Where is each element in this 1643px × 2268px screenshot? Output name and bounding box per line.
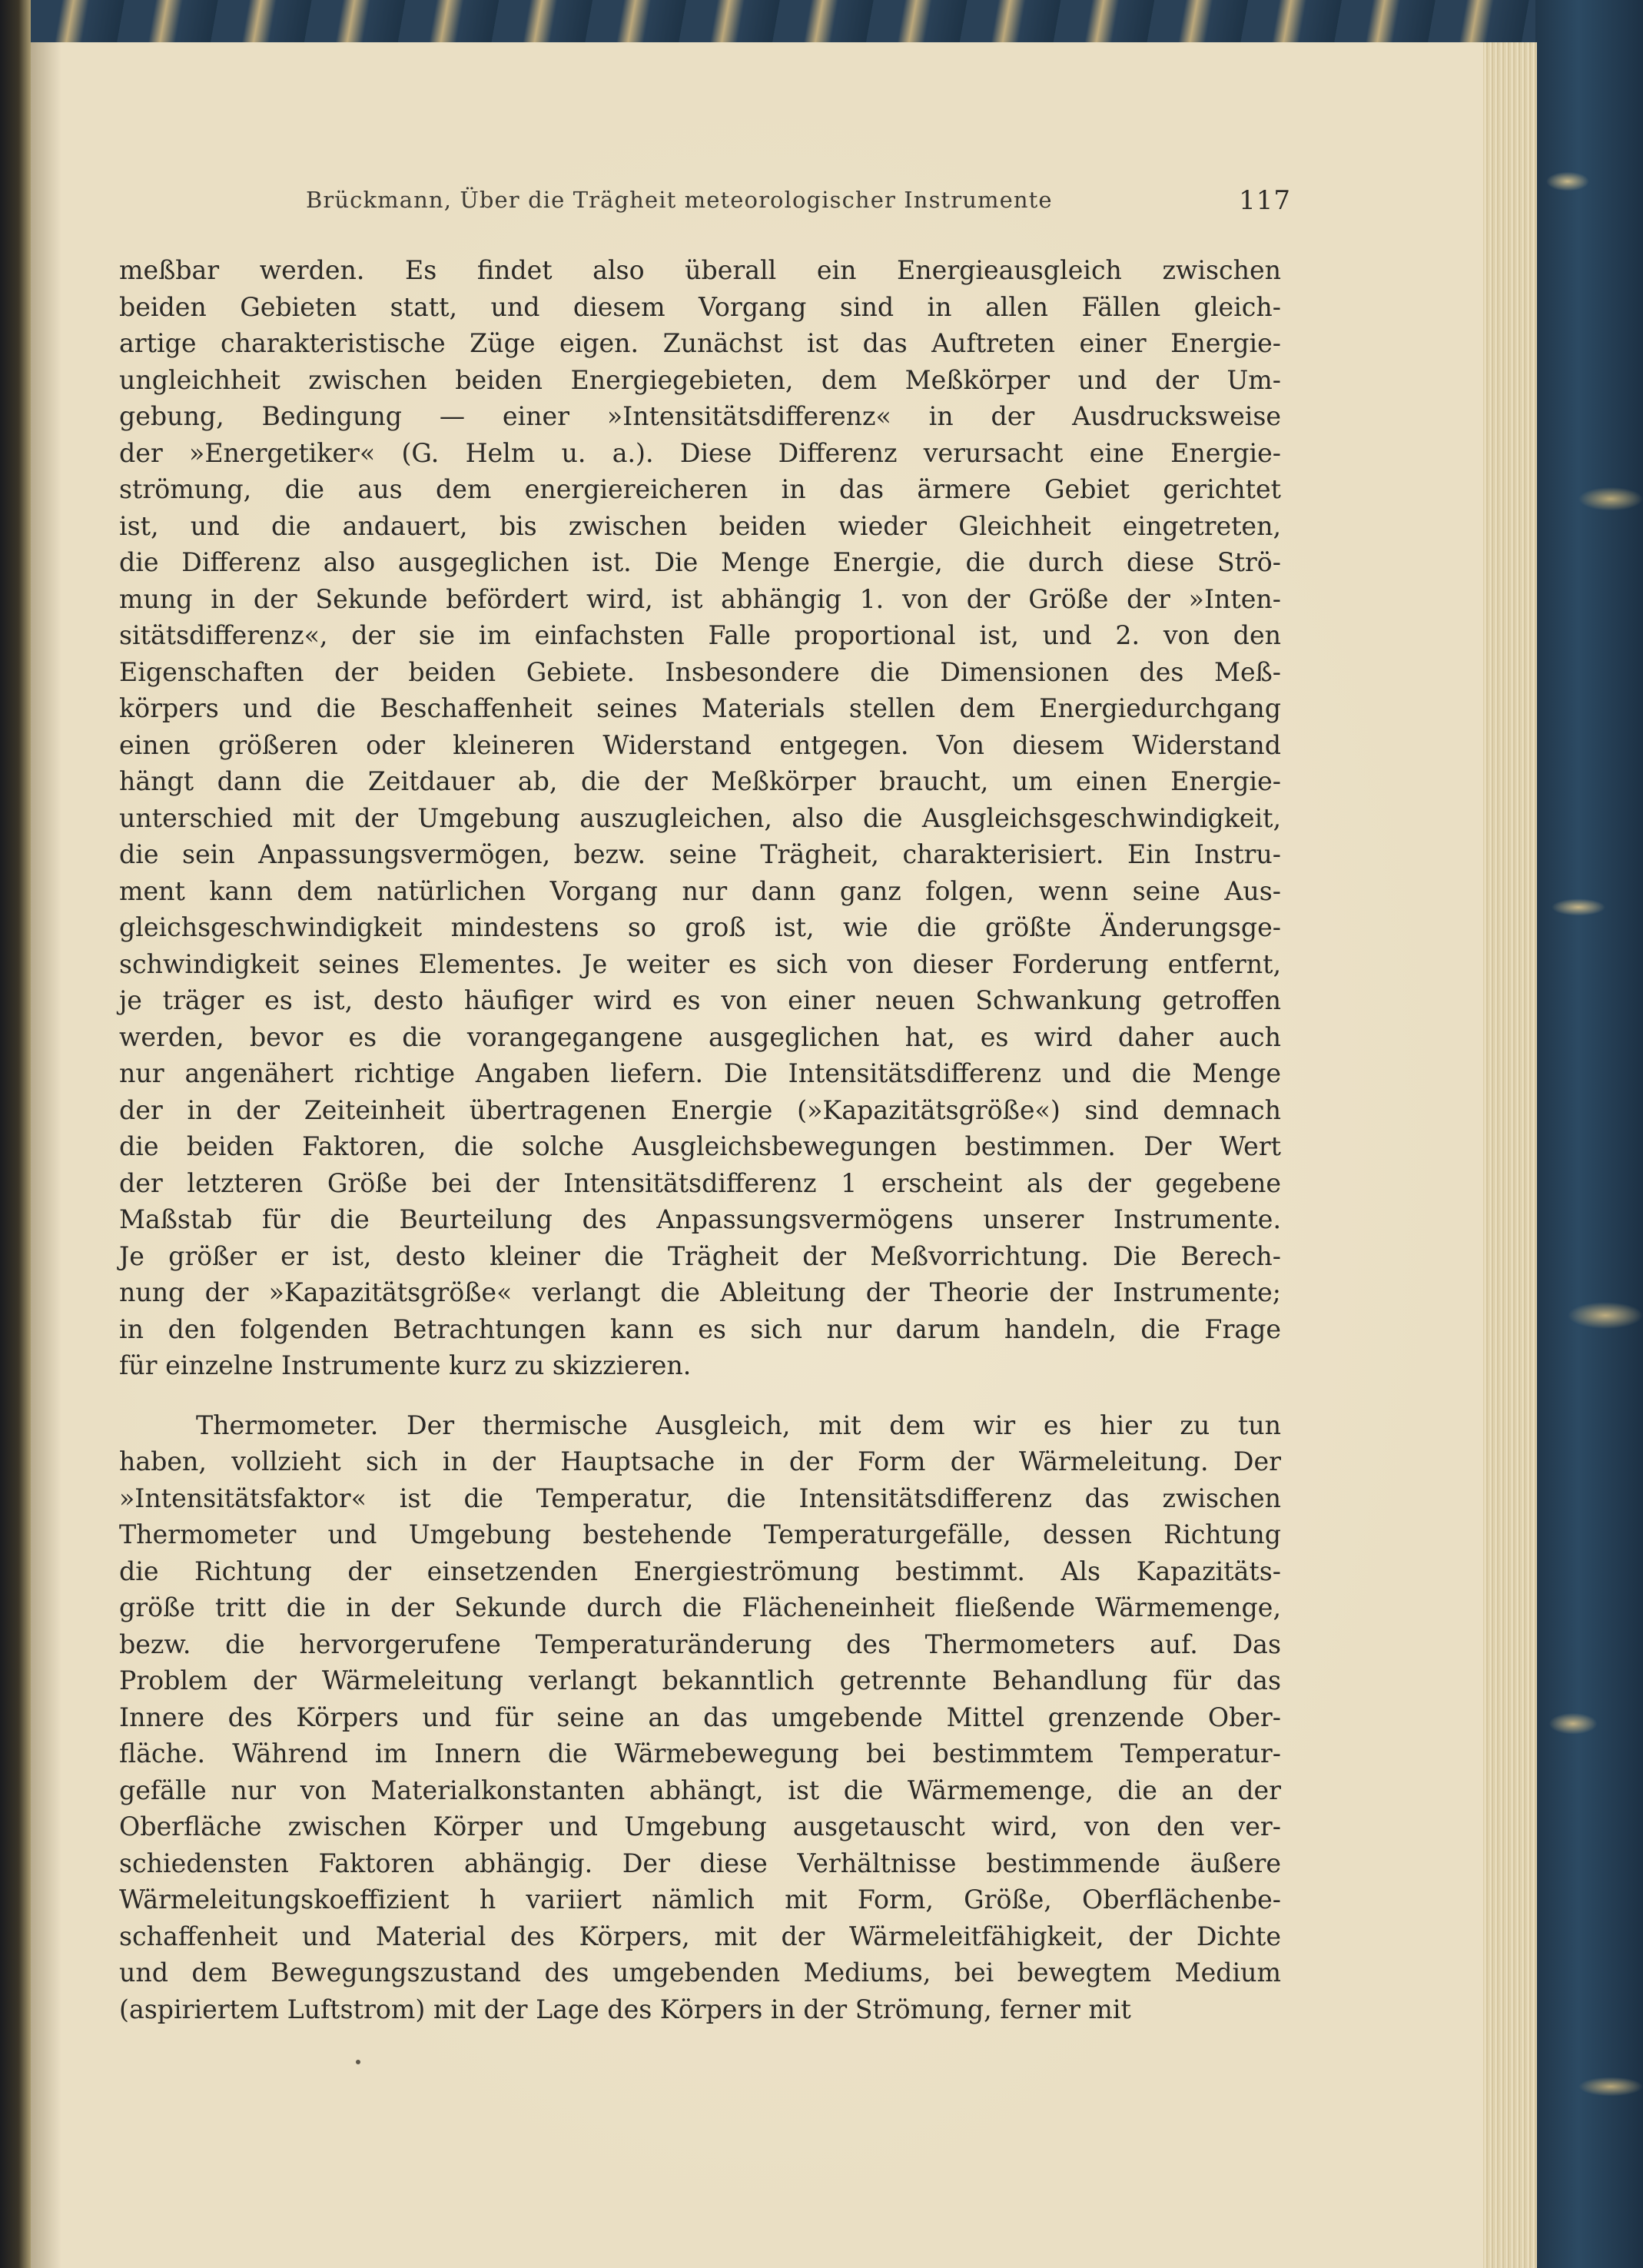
text-line: fläche. Während im Innern die Wärmebewegung bei bestimmtem Temperatur- <box>119 1738 1281 1768</box>
text-line: nur angenähert richtige Angaben liefern. Die Intensitätsdifferenz und die Menge <box>119 1058 1281 1088</box>
text-line: die sein Anpassungsvermögen, bezw. seine Trägheit, charakterisiert. Ein Instru- <box>119 839 1281 869</box>
text-line: die beiden Faktoren, die solche Ausgleichsbewegungen bestimmen. Der Wert <box>119 1131 1281 1161</box>
running-title: Brückmann, Über die Trägheit meteorologischer Instrumente <box>306 187 1053 213</box>
running-head <box>123 187 1291 233</box>
marbled-cover-right <box>1535 0 1643 2268</box>
text-line: bezw. die hervorgerufene Temperaturänderung des Thermometers auf. Das <box>119 1629 1281 1659</box>
gutter-shadow <box>31 42 61 2268</box>
text-line: Thermometer. Der thermische Ausgleich, mit dem wir es hier zu tun <box>196 1410 1281 1440</box>
text-line: die Richtung der einsetzenden Energieströmung bestimmt. Als Kapazitäts- <box>119 1556 1281 1586</box>
text-line: haben, vollzieht sich in der Hauptsache in der Form der Wärmeleitung. Der <box>119 1446 1281 1476</box>
text-line: artige charakteristische Züge eigen. Zunächst ist das Auftreten einer Energie- <box>119 328 1281 358</box>
text-line: die Differenz also ausgeglichen ist. Die Menge Energie, die durch diese Strö- <box>119 547 1281 577</box>
text-line: Innere des Körpers und für seine an das umgebende Mittel grenzende Ober- <box>119 1702 1281 1732</box>
text-line: in den folgenden Betrachtungen kann es sich nur darum handeln, die Frage <box>119 1313 1281 1344</box>
text-line: Je größer er ist, desto kleiner die Trägheit der Meßvorrichtung. Die Berech- <box>119 1240 1281 1271</box>
text-line: der »Energetiker« (G. Helm u. a.). Diese Differenz verursacht eine Energie- <box>119 437 1281 468</box>
text-line: schwindigkeit seines Elementes. Je weiter es sich von dieser Forderung entfernt, <box>119 948 1281 979</box>
text-line: gebung, Bedingung — einer »Intensitätsdifferenz« in der Ausdrucksweise <box>119 401 1281 431</box>
text-line: und dem Bewegungszustand des umgebenden Mediums, bei bewegtem Medium <box>119 1958 1281 1987</box>
text-line: meßbar werden. Es findet also überall ein Energieausgleich zwischen <box>119 255 1281 285</box>
text-line: schaffenheit und Material des Körpers, mit der Wärmeleitfähigkeit, der Dichte <box>119 1921 1281 1951</box>
facing-page-edge <box>0 0 31 2268</box>
text-line: Eigenschaften der beiden Gebiete. Insbesondere die Dimensionen des Meß- <box>119 656 1281 687</box>
text-line: Oberfläche zwischen Körper und Umgebung ausgetauscht wird, von den ver- <box>119 1811 1281 1841</box>
paragraph <box>119 252 1281 1384</box>
text-line: hängt dann die Zeitdauer ab, die der Meßkörper braucht, um einen Energie- <box>119 766 1281 796</box>
text-line: nung der »Kapazitätsgröße« verlangt die Ableitung der Theorie der Instrumente; <box>119 1277 1281 1307</box>
page-number: 117 <box>1239 185 1291 216</box>
paragraph <box>119 1407 1281 2028</box>
text-line: gefälle nur von Materialkonstanten abhängt, ist die Wärmemenge, die an der <box>119 1775 1281 1805</box>
text-line: der letzteren Größe bei der Intensitätsdifferenz 1 erscheint als der gegebene <box>119 1167 1281 1198</box>
text-line: werden, bevor es die vorangegangene ausgeglichen hat, es wird daher auch <box>119 1021 1281 1052</box>
marbled-cover-top <box>31 0 1568 42</box>
ink-speck <box>356 2060 360 2064</box>
text-line: »Intensitätsfaktor« ist die Temperatur, die Intensitätsdifferenz das zwischen <box>119 1483 1281 1513</box>
text-line: je träger es ist, desto häufiger wird es von einer neuen Schwankung getroffen <box>119 985 1281 1015</box>
text-line: ungleichheit zwischen beiden Energiegebieten, dem Meßkörper und der Um- <box>119 364 1281 395</box>
text-line: einen größeren oder kleineren Widerstand entgegen. Von diesem Widerstand <box>119 729 1281 760</box>
text-line: Maßstab für die Beurteilung des Anpassungsvermögens unserer Instrumente. <box>119 1204 1281 1234</box>
text-line: Problem der Wärmeleitung verlangt bekanntlich getrennte Behandlung für das <box>119 1665 1281 1695</box>
body-text <box>119 252 1281 2027</box>
text-line: Wärmeleitungskoeffizient h variiert nämlich mit Form, Größe, Oberflächenbe- <box>119 1884 1281 1914</box>
text-line: körpers und die Beschaffenheit seines Materials stellen dem Energiedurchgang <box>119 693 1281 723</box>
text-line: ist, und die andauert, bis zwischen beiden wieder Gleichheit eingetreten, <box>119 510 1281 541</box>
text-line: ment kann dem natürlichen Vorgang nur dann ganz folgen, wenn seine Aus- <box>119 875 1281 906</box>
paragraph-gap <box>119 1384 1281 1407</box>
text-line: mung in der Sekunde befördert wird, ist abhängig 1. von der Größe der »Inten- <box>119 583 1281 614</box>
text-line: für einzelne Instrumente kurz zu skizzieren. <box>119 1350 692 1380</box>
text-line: schiedensten Faktoren abhängig. Der diese Verhältnisse bestimmende äußere <box>119 1848 1281 1878</box>
text-line: größe tritt die in der Sekunde durch die Flächeneinheit fließende Wärmemenge, <box>119 1592 1281 1622</box>
text-line: sitätsdifferenz«, der sie im einfachsten Falle proportional ist, und 2. von den <box>119 620 1281 650</box>
text-line: Thermometer und Umgebung bestehende Temperaturgefälle, dessen Richtung <box>119 1519 1281 1549</box>
text-line: (aspiriertem Luftstrom) mit der Lage des Körpers in der Strömung, ferner mit <box>119 1994 1131 2024</box>
text-line: gleichsgeschwindigkeit mindestens so groß ist, wie die größte Änderungsge- <box>119 912 1281 942</box>
text-line: unterschied mit der Umgebung auszugleichen, also die Ausgleichsgeschwindigkeit, <box>119 802 1281 833</box>
page-stack-edges <box>1483 42 1537 2268</box>
text-line: strömung, die aus dem energiereicheren in das ärmere Gebiet gerichtet <box>119 474 1281 504</box>
text-line: der in der Zeiteinheit übertragenen Energie (»Kapazitätsgröße«) sind demnach <box>119 1094 1281 1125</box>
text-line: beiden Gebieten statt, und diesem Vorgang sind in allen Fällen gleich- <box>119 291 1281 322</box>
